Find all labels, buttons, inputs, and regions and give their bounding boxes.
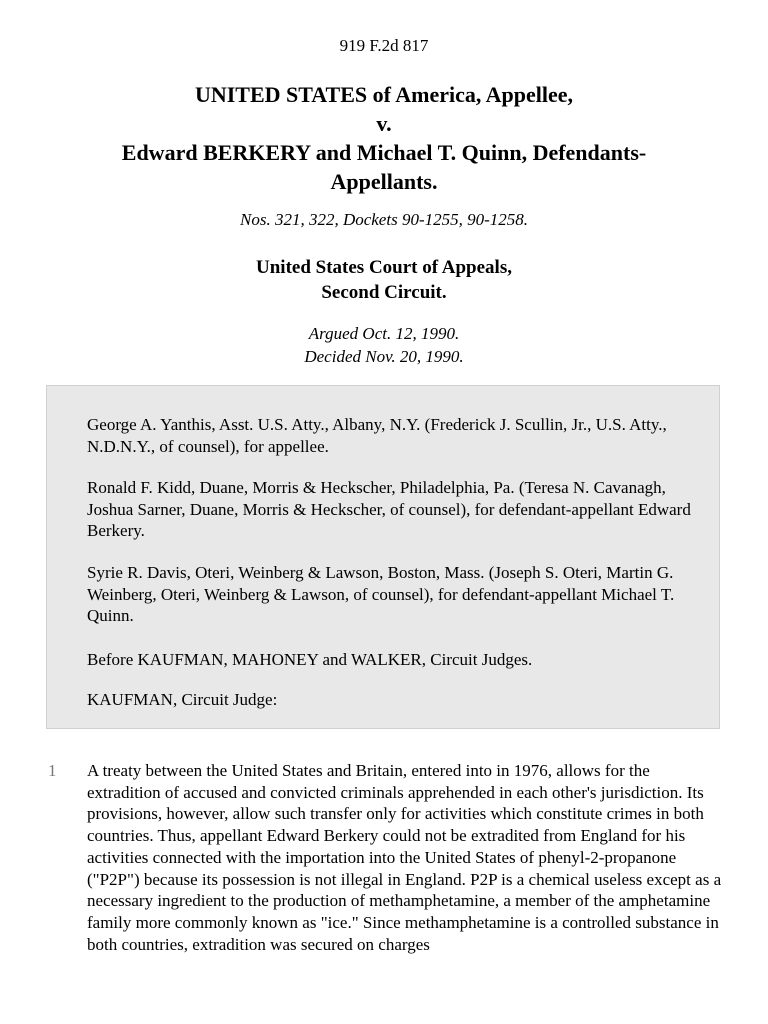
- counsel-appellee: George A. Yanthis, Asst. U.S. Atty., Albany, N.Y. (Frederick J. Scullin, Jr., U.S. Atty., N.D.N.Y., of counsel), for appellee.: [87, 415, 667, 456]
- docket-numbers: Nos. 321, 322, Dockets 90-1255, 90-1258.: [239, 210, 529, 229]
- case-dates: [0, 322, 768, 368]
- case-title-line: Edward BERKERY and Michael T. Quinn, Defendants-: [121, 140, 647, 165]
- court-name-line: United States Court of Appeals,: [256, 257, 512, 278]
- opinion-author: KAUFMAN, Circuit Judge:: [87, 690, 278, 709]
- case-title-line: v.: [376, 111, 392, 136]
- panel-judges: Before KAUFMAN, MAHONEY and WALKER, Circuit Judges.: [87, 650, 533, 669]
- case-title-line: UNITED STATES of America, Appellee,: [194, 82, 574, 107]
- argued-date: Argued Oct. 12, 1990.: [308, 324, 460, 343]
- counsel-quinn: Syrie R. Davis, Oteri, Weinberg & Lawson, Boston, Mass. (Joseph S. Oteri, Martin G. Weinberg, Oteri, Weinberg & Lawson, of counsel), for defendant-appellant Michael T. Quinn.: [87, 563, 675, 625]
- decided-date: Decided Nov. 20, 1990.: [304, 347, 464, 366]
- case-citation: 919 F.2d 817: [339, 36, 429, 55]
- case-title-line: Appellants.: [330, 169, 438, 194]
- counsel-box: [46, 385, 720, 729]
- counsel-berkery: Ronald F. Kidd, Duane, Morris & Heckscher, Philadelphia, Pa. (Teresa N. Cavanagh, Joshua Sarner, Duane, Morris & Heckscher, of counsel), for defendant-appellant Edward Berkery.: [87, 478, 691, 540]
- paragraph-number: 1: [48, 761, 57, 780]
- case-title: [0, 80, 768, 196]
- court-name-line: Second Circuit.: [321, 282, 447, 303]
- court-name: [0, 255, 768, 305]
- opinion-paragraph: A treaty between the United States and Britain, entered into in 1976, allows for the extradition of accused and convicted criminals apprehended in each other's jurisdiction. Its provisions, however, allow such transfer only for activities which constitute crimes in both countries. Thus, appellant Edward Berkery could not be extradited from England for his activities connected with the importation into the United States of phenyl-2-propanone ("P2P") because its possession is not illegal in England. P2P is a chemical useless except as a necessary ingredient to the production of methamphetamine, a member of the amphetamine family more commonly known as "ice." Since methamphetamine is a controlled substance in both countries, extradition was secured on charges: [87, 761, 722, 954]
